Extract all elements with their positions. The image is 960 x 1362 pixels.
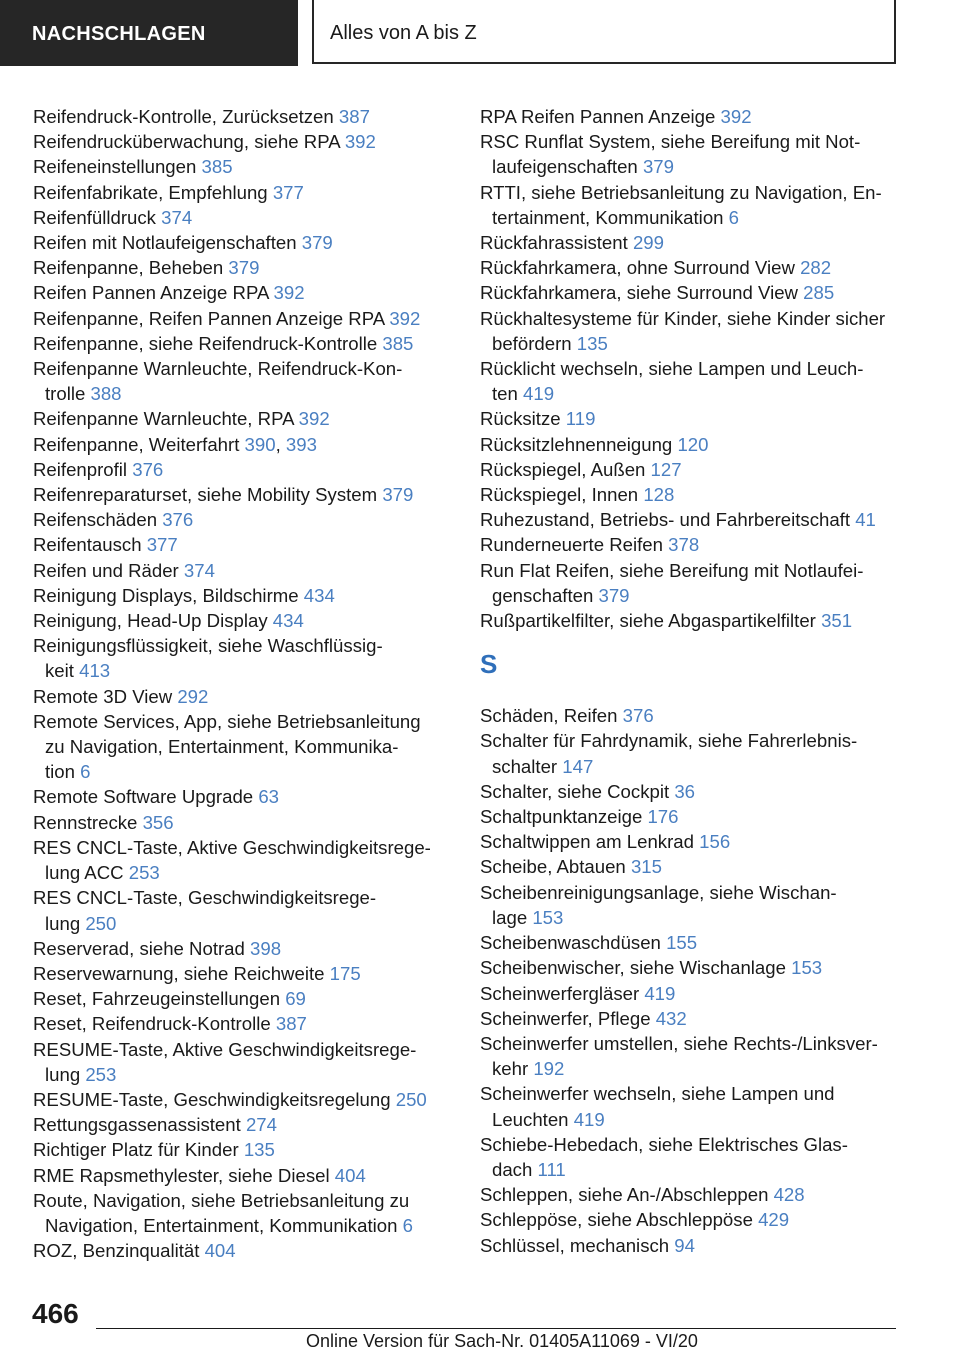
index-entry-text: Rückfahrkamera, siehe Surround View: [480, 282, 798, 304]
index-entry-text: lung ACC: [45, 862, 124, 884]
index-entry: [33, 936, 453, 961]
page-reference-link[interactable]: 299: [632, 232, 664, 254]
index-entry-text: Leuchten: [492, 1108, 569, 1130]
index-column-right: [480, 104, 910, 1258]
index-entry: [480, 1031, 910, 1081]
index-entry: [480, 880, 910, 930]
index-entry-text: Scheinwerfergläser: [480, 982, 640, 1004]
page-reference-link[interactable]: 274: [245, 1114, 277, 1136]
index-entry: [480, 981, 910, 1006]
index-entry-text: Rußpartikelfilter, siehe Abgaspartikelfilter: [480, 610, 816, 632]
index-entry: [33, 1112, 453, 1137]
index-entry-text: Scheibenreinigungsanlage, siehe Wischan-: [480, 881, 837, 903]
index-entry: [480, 1182, 910, 1207]
index-entry-text: Reifen und Räder: [33, 559, 179, 581]
index-entry-text: Rückspiegel, Außen: [480, 458, 646, 480]
index-entry-text: Reset, Reifendruck-Kontrolle: [33, 1013, 271, 1035]
index-entry-text: Rettungsgassenassistent: [33, 1114, 241, 1136]
index-entry: [480, 1006, 910, 1031]
index-entry-text: Schäden, Reifen: [480, 705, 618, 727]
index-entry: [480, 432, 910, 457]
index-entry: [480, 1233, 910, 1258]
index-entry: [480, 129, 910, 179]
index-entry-text: Rücksitze: [480, 408, 561, 430]
index-entry: [33, 583, 453, 608]
index-entry-text: Run Flat Reifen, siehe Bereifung mit Notlaufei-: [480, 559, 864, 581]
page-reference-link[interactable]: 127: [650, 458, 682, 480]
index-entry-text: keit: [45, 660, 74, 682]
index-entry-text: dach: [492, 1158, 533, 1180]
page-reference-link[interactable]: 429: [758, 1209, 790, 1231]
index-entry: [480, 854, 910, 879]
page-reference-link[interactable]: 434: [272, 610, 304, 632]
index-entry: [480, 104, 910, 129]
index-entry-text: RES CNCL-Taste, Aktive Geschwindigkeitsrege-: [33, 836, 431, 858]
page-reference-link[interactable]: 147: [562, 755, 594, 777]
index-entry: [33, 280, 453, 305]
index-entry-text: Scheinwerfer umstellen, siehe Rechts-/Linksver-: [480, 1032, 878, 1054]
page-header: [0, 0, 960, 66]
index-entry: [480, 1132, 910, 1182]
index-entry: [480, 280, 910, 305]
page-reference-link[interactable]: 377: [272, 181, 304, 203]
page-reference-link[interactable]: 379: [382, 484, 414, 506]
index-entry: [33, 810, 453, 835]
index-entry: [480, 507, 910, 532]
index-entry: [33, 331, 453, 356]
index-entry-text: Reifenpanne Warnleuchte, Reifendruck-Kon-: [33, 358, 403, 380]
index-entry: [33, 633, 453, 683]
index-entry-text: ten: [492, 383, 518, 405]
index-entry-text: lage: [492, 906, 528, 928]
page-reference-link[interactable]: 419: [644, 982, 676, 1004]
index-entry-text: Scheibenwaschdüsen: [480, 932, 661, 954]
page-reference-link[interactable]: 153: [532, 906, 564, 928]
index-entry: [33, 1037, 453, 1087]
index-entry-text: Reserverad, siehe Notrad: [33, 937, 245, 959]
page-reference-link[interactable]: 315: [630, 856, 662, 878]
index-entry-text: zu Navigation, Entertainment, Kommunika-: [45, 736, 399, 758]
page-reference-link[interactable]: 428: [773, 1184, 805, 1206]
index-entry-text: Reifenreparaturset, siehe Mobility System: [33, 484, 378, 506]
chapter-tab: Alles von A bis Z: [312, 0, 896, 64]
page-reference-link[interactable]: 356: [142, 811, 174, 833]
index-entry: [480, 779, 910, 804]
page-reference-link[interactable]: 6: [80, 761, 91, 783]
index-entry-text: Reinigung Displays, Bildschirme: [33, 584, 299, 606]
index-entry: [33, 507, 453, 532]
index-entry-text: kehr: [492, 1058, 529, 1080]
index-entry-text: Scheinwerfer, Pflege: [480, 1007, 651, 1029]
index-entry: [33, 154, 453, 179]
page-reference-link[interactable]: 376: [162, 509, 194, 531]
index-entry-text: Reinigungsflüssigkeit, siehe Waschflüssig-: [33, 635, 383, 657]
index-entry-text: RME Rapsmethylester, siehe Diesel: [33, 1164, 330, 1186]
index-entry: [33, 1087, 453, 1112]
page-reference-link[interactable]: 419: [523, 383, 555, 405]
index-entry-text: Rückspiegel, Innen: [480, 484, 639, 506]
index-entry: [33, 406, 453, 431]
index-entry: [480, 230, 910, 255]
index-entry: [33, 457, 453, 482]
page-reference-link[interactable]: 253: [85, 1063, 117, 1085]
page-reference-link[interactable]: 379: [598, 584, 630, 606]
index-entry-text: ROZ, Benzinqualität: [33, 1240, 200, 1262]
index-entry: [33, 306, 453, 331]
index-entry-text: Route, Navigation, siehe Betriebsanleitung zu: [33, 1189, 410, 1211]
page-reference-link[interactable]: 379: [642, 156, 674, 178]
index-entry-text: genschaften: [492, 584, 594, 606]
index-entry-text: Reifenfülldruck: [33, 206, 156, 228]
page-reference-link[interactable]: 153: [791, 957, 823, 979]
index-entry-text: Rücklicht wechseln, siehe Lampen und Leuch-: [480, 358, 864, 380]
index-entry-text: Reifenpanne, Weiterfahrt: [33, 433, 240, 455]
index-entry: [480, 306, 910, 356]
index-entry: [480, 703, 910, 728]
page-reference-link[interactable]: 388: [90, 383, 122, 405]
page-reference-link[interactable]: 156: [699, 831, 731, 853]
index-entry-text: Reifendruck-Kontrolle, Zurücksetzen: [33, 106, 334, 127]
index-entry-text: Remote Software Upgrade: [33, 786, 254, 808]
index-entry-text: Scheibe, Abtauen: [480, 856, 626, 878]
page-reference-link[interactable]: 192: [533, 1058, 565, 1080]
page-reference-link[interactable]: 119: [565, 408, 596, 430]
index-entry-text: Rücksitzlehnenneigung: [480, 433, 673, 455]
index-entry-text: Reifenschäden: [33, 509, 158, 531]
page-reference-link[interactable]: 378: [668, 534, 700, 556]
index-entry-text: Reifenpanne, Reifen Pannen Anzeige RPA: [33, 307, 385, 329]
index-entry: [33, 885, 453, 935]
index-entry-text: Reifeneinstellungen: [33, 156, 197, 178]
index-group-r: [480, 104, 910, 633]
index-entry: [33, 129, 453, 154]
page-number: 466: [32, 1298, 79, 1329]
page-reference-link[interactable]: 374: [183, 559, 215, 581]
index-entry-text: RESUME-Taste, Aktive Geschwindigkeitsrege-: [33, 1038, 417, 1060]
index-entry-text: Schleppöse, siehe Abschleppöse: [480, 1209, 753, 1231]
index-entry-text: Reifen Pannen Anzeige RPA: [33, 282, 269, 304]
page-reference-link[interactable]: 404: [334, 1164, 366, 1186]
index-entry: [480, 608, 910, 633]
index-entry-text: Reifenpanne, siehe Reifendruck-Kontrolle: [33, 332, 378, 354]
index-entry-text: RESUME-Taste, Geschwindigkeitsregelung: [33, 1088, 391, 1110]
index-entry: [33, 1163, 453, 1188]
page-reference-link[interactable]: 69: [285, 988, 306, 1010]
index-entry-text: Runderneuerte Reifen: [480, 534, 663, 556]
page-reference-link[interactable]: 63: [258, 786, 279, 808]
index-entry: [33, 608, 453, 633]
index-entry: [480, 180, 910, 230]
page-reference-link[interactable]: 419: [573, 1108, 605, 1130]
page-reference-link[interactable]: 434: [303, 584, 335, 606]
index-entry: [33, 835, 453, 885]
index-entry-text: Reservewarnung, siehe Reichweite: [33, 962, 325, 984]
index-entry-text: Schlüssel, mechanisch: [480, 1234, 670, 1256]
index-entry: [33, 104, 453, 129]
page-reference-link[interactable]: 374: [161, 206, 193, 228]
page-reference-link[interactable]: 285: [803, 282, 835, 304]
index-entry: [33, 961, 453, 986]
index-entry: [480, 356, 910, 406]
page-reference-link[interactable]: 387: [275, 1013, 307, 1035]
index-entry-text: Schalter für Fahrdynamik, siehe Fahrerlebnis-: [480, 730, 858, 752]
page-reference-link[interactable]: 379: [301, 232, 333, 254]
index-entry-text: Rückfahrassistent: [480, 232, 628, 254]
index-entry: [480, 1207, 910, 1232]
index-entry-text: Rückhaltesysteme für Kinder, siehe Kinder sicher: [480, 307, 886, 329]
page-reference-link[interactable]: 111: [537, 1158, 566, 1180]
page-reference-link[interactable]: 6: [402, 1214, 413, 1236]
index-entry: [480, 532, 910, 557]
page-reference-link[interactable]: 376: [132, 458, 164, 480]
index-entry-text: trolle: [45, 383, 86, 405]
index-entry: [33, 255, 453, 280]
page-reference-link[interactable]: 128: [643, 484, 675, 506]
page-reference-link[interactable]: 250: [395, 1088, 427, 1110]
index-column-left: [33, 104, 453, 1263]
index-entry-text: Scheinwerfer wechseln, siehe Lampen und: [480, 1083, 835, 1105]
page-reference-link[interactable]: 413: [79, 660, 111, 682]
page-reference-link[interactable]: 253: [128, 862, 160, 884]
index-entry: [33, 1238, 453, 1263]
page-reference-link[interactable]: 398: [250, 937, 282, 959]
index-entry: [33, 558, 453, 583]
index-entry-text: schalter: [492, 755, 558, 777]
index-entry-text: Reifenprofil: [33, 458, 128, 480]
index-entry-text: Reinigung, Head-Up Display: [33, 610, 268, 632]
page-reference-link[interactable]: 390: [244, 433, 276, 455]
page-reference-link[interactable]: 292: [177, 685, 209, 707]
index-entry-text: tion: [45, 761, 75, 783]
index-entry: [480, 728, 910, 778]
page-reference-link[interactable]: 351: [821, 610, 853, 632]
page-reference-link[interactable]: 392: [344, 131, 376, 153]
index-entry-text: Schaltwippen am Lenkrad: [480, 831, 694, 853]
index-entry-text: Reifen mit Notlaufeigenschaften: [33, 232, 297, 254]
index-entry-text: Schalter, siehe Cockpit: [480, 780, 670, 802]
page-reference-link[interactable]: 392: [720, 106, 752, 127]
page-reference-link[interactable]: 36: [674, 780, 695, 802]
page-reference-link[interactable]: 393: [285, 433, 317, 455]
index-entry-text: Ruhezustand, Betriebs- und Fahrbereitschaft: [480, 509, 851, 531]
section-letter: S: [480, 649, 498, 680]
page-reference-link[interactable]: 155: [666, 932, 698, 954]
index-entry: [33, 684, 453, 709]
index-entry: [33, 230, 453, 255]
index-entry-text: Scheibenwischer, siehe Wischanlage: [480, 957, 786, 979]
index-entry-text: Remote 3D View: [33, 685, 173, 707]
index-entry: [33, 986, 453, 1011]
page-reference-link[interactable]: 392: [298, 408, 330, 430]
page-reference-link[interactable]: 135: [243, 1139, 275, 1161]
page-reference-link[interactable]: 282: [800, 257, 832, 279]
index-entry: [33, 709, 453, 785]
index-entry: [33, 482, 453, 507]
index-entry-text: Reifenpanne Warnleuchte, RPA: [33, 408, 294, 430]
index-entry-text: Reifenfabrikate, Empfehlung: [33, 181, 268, 203]
index-entry-text: Rückfahrkamera, ohne Surround View: [480, 257, 795, 279]
index-entry-text: RPA Reifen Pannen Anzeige: [480, 106, 716, 127]
index-group-s: [480, 703, 910, 1257]
page-reference-link[interactable]: 135: [576, 332, 608, 354]
page-reference-link[interactable]: 392: [389, 307, 421, 329]
index-entry-text: Remote Services, App, siehe Betriebsanleitung: [33, 710, 421, 732]
index-entry-text: Reifendrucküberwachung, siehe RPA: [33, 131, 340, 153]
index-entry: [33, 205, 453, 230]
index-entry-text: tertainment, Kommunikation: [492, 206, 724, 228]
section-tab: NACHSCHLAGEN: [0, 0, 298, 66]
page-reference-link[interactable]: 385: [382, 332, 414, 354]
index-entry-text: Schaltpunktanzeige: [480, 806, 643, 828]
index-entry-text: laufeigenschaften: [492, 156, 638, 178]
index-entry: [480, 457, 910, 482]
index-entry-text: Schleppen, siehe An-/Abschleppen: [480, 1184, 769, 1206]
page-reference-link[interactable]: 379: [228, 257, 260, 279]
index-entry: [480, 955, 910, 980]
index-entry: [480, 829, 910, 854]
index-entry: [33, 532, 453, 557]
index-entry: [33, 180, 453, 205]
online-version-note: Online Version für Sach-Nr. 01405A11069 - VI/20: [306, 1331, 698, 1351]
page-reference-link[interactable]: 41: [855, 509, 876, 531]
index-entry-text: Schiebe-Hebedach, siehe Elektrisches Glas-: [480, 1133, 848, 1155]
page-reference-link[interactable]: 376: [622, 705, 654, 727]
page-reference-link[interactable]: 6: [728, 206, 740, 228]
index-entry-text: lung: [45, 1063, 81, 1085]
index-entry: [33, 784, 453, 809]
index-entry: [33, 356, 453, 406]
index-entry: [33, 1137, 453, 1162]
index-entry-text: Navigation, Entertainment, Kommunikation: [45, 1214, 398, 1236]
page-reference-link[interactable]: 385: [201, 156, 233, 178]
index-entry-text: RES CNCL-Taste, Geschwindigkeitsrege-: [33, 887, 377, 909]
page-reference-link[interactable]: 387: [338, 106, 370, 127]
index-entry-text: Reifentausch: [33, 534, 142, 556]
index-entry: Reifenpanne, Weiterfahrt 390, 393: [33, 433, 317, 455]
index-entry: [480, 558, 910, 608]
index-entry-text: Reset, Fahrzeugeinstellungen: [33, 988, 281, 1010]
index-entry-text: Rennstrecke: [33, 811, 138, 833]
index-entry: [480, 804, 910, 829]
index-entry-text: befördern: [492, 332, 572, 354]
index-entry: [480, 482, 910, 507]
index-entry: [33, 1011, 453, 1036]
page-reference-link[interactable]: 175: [329, 962, 361, 984]
index-entry: [480, 1081, 910, 1131]
page-reference-link[interactable]: 404: [204, 1240, 236, 1262]
index-entry: [33, 1188, 453, 1238]
page-reference-link[interactable]: 250: [85, 912, 117, 934]
page-reference-link[interactable]: 392: [273, 282, 305, 304]
page-reference-link[interactable]: 120: [677, 433, 709, 455]
page-reference-link[interactable]: 432: [655, 1007, 687, 1029]
index-entry-text: RSC Runflat System, siehe Bereifung mit Not-: [480, 131, 861, 153]
index-entry: [480, 255, 910, 280]
index-entry: [480, 406, 910, 431]
index-entry-text: lung: [45, 912, 81, 934]
footer-rule: [96, 1328, 896, 1329]
page-reference-link[interactable]: 176: [647, 806, 679, 828]
page-reference-link[interactable]: 94: [674, 1234, 695, 1256]
index-entry-text: Richtiger Platz für Kinder: [33, 1139, 239, 1161]
page-reference-link[interactable]: 377: [146, 534, 178, 556]
index-entry-text: RTTI, siehe Betriebsanleitung zu Navigation, En-: [480, 181, 882, 203]
index-entry-text: Reifenpanne, Beheben: [33, 257, 224, 279]
index-entry: [480, 930, 910, 955]
